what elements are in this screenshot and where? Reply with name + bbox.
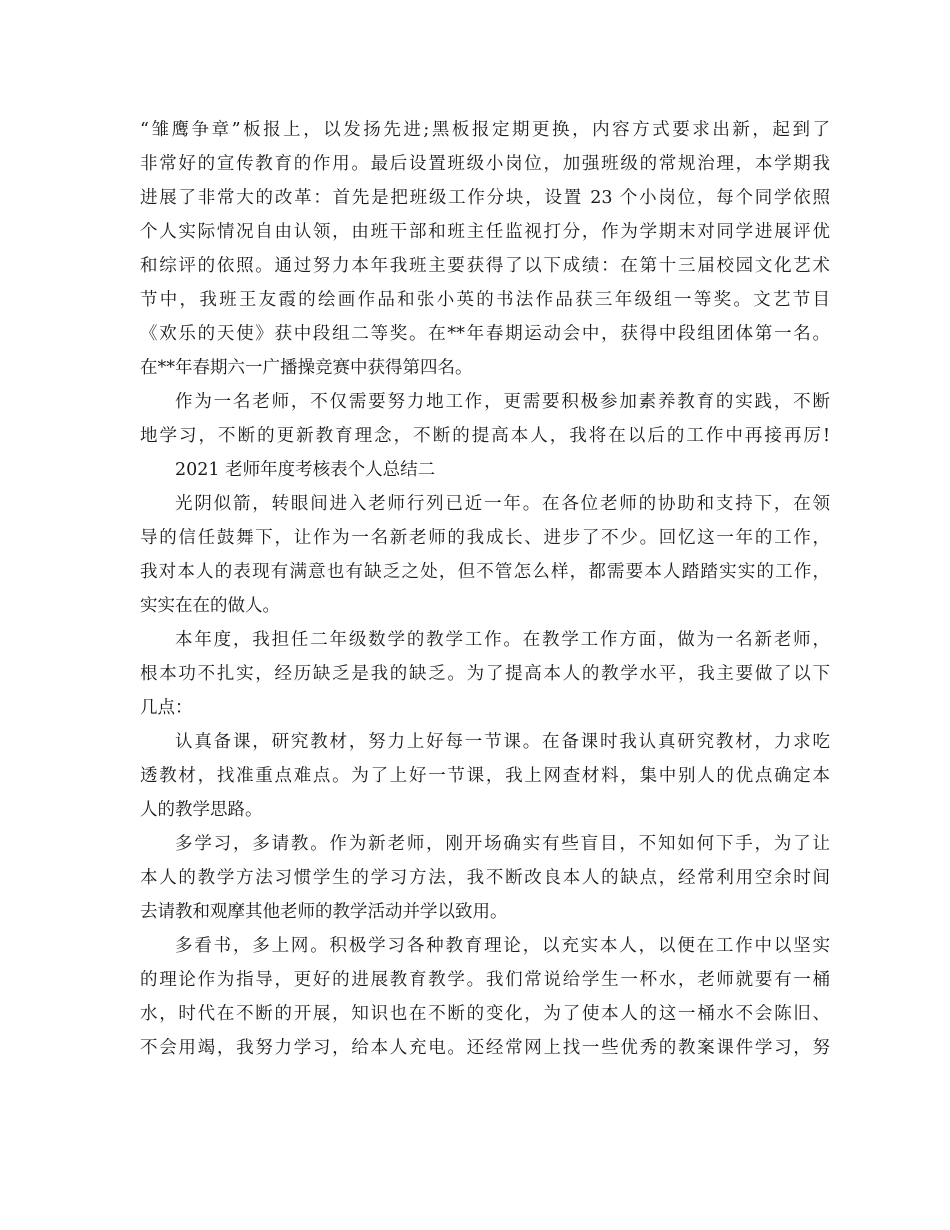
text-line: 本人的教学方法习惯学生的学习方法，我不断改良本人的缺点，经常利用空余时间 <box>140 868 830 888</box>
paragraph-first-line: 认真备课，研究教材，努力上好每一节课。在备课时我认真研究教材，力求吃 <box>175 732 830 752</box>
paragraph-first-line: 多看书，多上网。积极学习各种教育理论，以充实本人，以便在工作中以坚实 <box>175 936 830 956</box>
paragraph-first-line: 多学习，多请教。作为新老师，刚开场确实有些盲目，不知如何下手，为了让 <box>175 834 830 854</box>
text-line: 个人实际情况自由认领，由班干部和班主任监视打分，作为学期末对同学进展评优 <box>140 222 830 242</box>
text-line: 地学习，不断的更新教育理念，不断的提高本人，我将在以后的工作中再接再厉! <box>140 426 830 446</box>
text-line: 导的信任鼓舞下，让作为一名新老师的我成长、进步了不少。回忆这一年的工作， <box>140 528 830 548</box>
text-line: 进展了非常大的改革：首先是把班级工作分块，设置 23 个小岗位，每个同学依照 <box>140 188 830 208</box>
text-line: 透教材，找准重点难点。为了上好一节课，我上网查材料，集中别人的优点确定本 <box>140 766 830 786</box>
paragraph-first-line: 光阴似箭，转眼间进入老师行列已近一年。在各位老师的协助和支持下，在领 <box>175 494 830 514</box>
paragraph-first-line: 作为一名老师，不仅需要努力地工作，更需要积极参加素养教育的实践，不断 <box>175 392 830 412</box>
text-line: “雏鹰争章”板报上，以发扬先进;黑板报定期更换，内容方式要求出新，起到了 <box>140 120 830 140</box>
text-line: 人的教学思路。 <box>140 800 263 820</box>
text-line: 和综评的依照。通过努力本年我班主要获得了以下成绩：在第十三届校园文化艺术 <box>140 256 830 276</box>
text-line: 在**年春期六一广播操竞赛中获得第四名。 <box>140 358 473 378</box>
text-line: 《欢乐的天使》获中段组二等奖。在**年春期运动会中，获得中段组团体第一名。 <box>140 324 830 344</box>
paragraph-first-line: 本年度，我担任二年级数学的教学工作。在教学工作方面，做为一名新老师， <box>175 630 830 650</box>
text-line: 非常好的宣传教育的作用。最后设置班级小岗位，加强班级的常规治理，本学期我 <box>140 154 830 174</box>
section-heading: 2021 老师年度考核表个人总结二 <box>175 460 436 480</box>
text-line: 我对本人的表现有满意也有缺乏之处，但不管怎么样，都需要本人踏踏实实的工作， <box>140 562 830 582</box>
document-body <box>140 113 830 1065</box>
text-line: 几点： <box>140 698 193 718</box>
text-line: 不会用竭，我努力学习，给本人充电。还经常网上找一些优秀的教案课件学习，努 <box>140 1038 830 1058</box>
text-line: 的理论作为指导，更好的进展教育教学。我们常说给学生一杯水，老师就要有一桶 <box>140 970 830 990</box>
text-line: 根本功不扎实，经历缺乏是我的缺乏。为了提高本人的教学水平，我主要做了以下 <box>140 664 830 684</box>
text-line: 实实在在的做人。 <box>140 596 280 616</box>
text-line: 节中，我班王友霞的绘画作品和张小英的书法作品获三年级组一等奖。文艺节目 <box>140 290 830 310</box>
text-line: 水，时代在不断的开展，知识也在不断的变化，为了使本人的这一桶水不会陈旧、 <box>140 1004 830 1024</box>
text-line: 去请教和观摩其他老师的教学活动并学以致用。 <box>140 902 508 922</box>
